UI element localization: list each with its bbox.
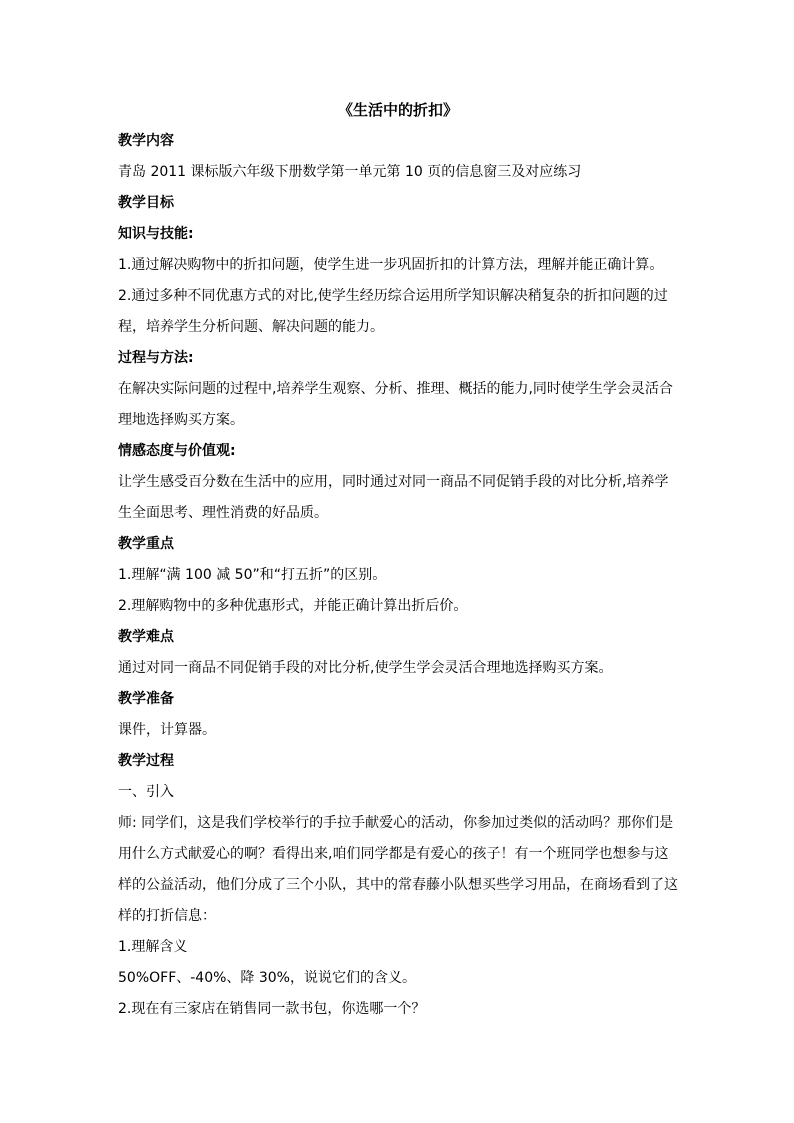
key-heading: 教学重点 [118,536,174,552]
process-heading: 过程与方法: [118,350,194,366]
key-item-1: 1.理解“满 100 减 50”和“打五折”的区别。 [118,567,387,583]
difficulty-text: 通过对同一商品不同促销手段的对比分析,使学生学会灵活合理地选择购买方案。 [118,660,613,676]
intro-heading: 一、引入 [118,784,174,800]
emotion-heading: 情感态度与价值观: [118,443,236,459]
step-1-text: 50%OFF、-40%、降 30%，说说它们的含义。 [118,970,416,986]
goals-heading: 教学目标 [118,195,174,211]
knowledge-item-1: 1.通过解决购物中的折扣问题，使学生进一步巩固折扣的计算方法，理解并能正确计算。 [118,257,664,273]
step-2-text: 2.现在有三家店在销售同一款书包，你选哪一个？ [118,1001,426,1017]
intro-text: 师: 同学们，这是我们学校举行的手拉手献爱心的活动，你参加过类似的活动吗？那你们是用什么方式献爱心的啊？看得出来,咱们同学都是有爱心的孩子！有一个班同学也想参与这样的公益活动，他们分成了三个小队，其中的常春藤小队想买些学习用品，在商场看到了这样的打折信息： [118,815,678,924]
difficulty-heading: 教学难点 [118,629,174,645]
knowledge-heading: 知识与技能: [118,226,194,242]
step-1-heading: 1.理解含义 [118,939,188,955]
document-title: 《生活中的折扣》 [337,101,458,119]
document-page [118,100,678,1031]
content-heading: 教学内容 [118,133,174,149]
prep-text: 课件，计算器。 [118,722,216,738]
knowledge-item-2: 2.通过多种不同优惠方式的对比,使学生经历综合运用所学知识解决稍复杂的折扣问题的过程，培养学生分析问题、解决问题的能力。 [118,288,668,335]
emotion-text: 让学生感受百分数在生活中的应用，同时通过对同一商品不同促销手段的对比分析,培养学生全面思考、理性消费的好品质。 [118,474,669,521]
process-text: 在解决实际问题的过程中,培养学生观察、分析、推理、概括的能力,同时使学生学会灵活合理地选择购买方案。 [118,381,673,428]
content-text: 青岛 2011 课标版六年级下册数学第一单元第 10 页的信息窗三及对应练习 [118,164,582,180]
key-item-2: 2.理解购物中的多种优惠形式，并能正确计算出折后价。 [118,598,468,614]
process-main-heading: 教学过程 [118,753,174,769]
prep-heading: 教学准备 [118,691,174,707]
